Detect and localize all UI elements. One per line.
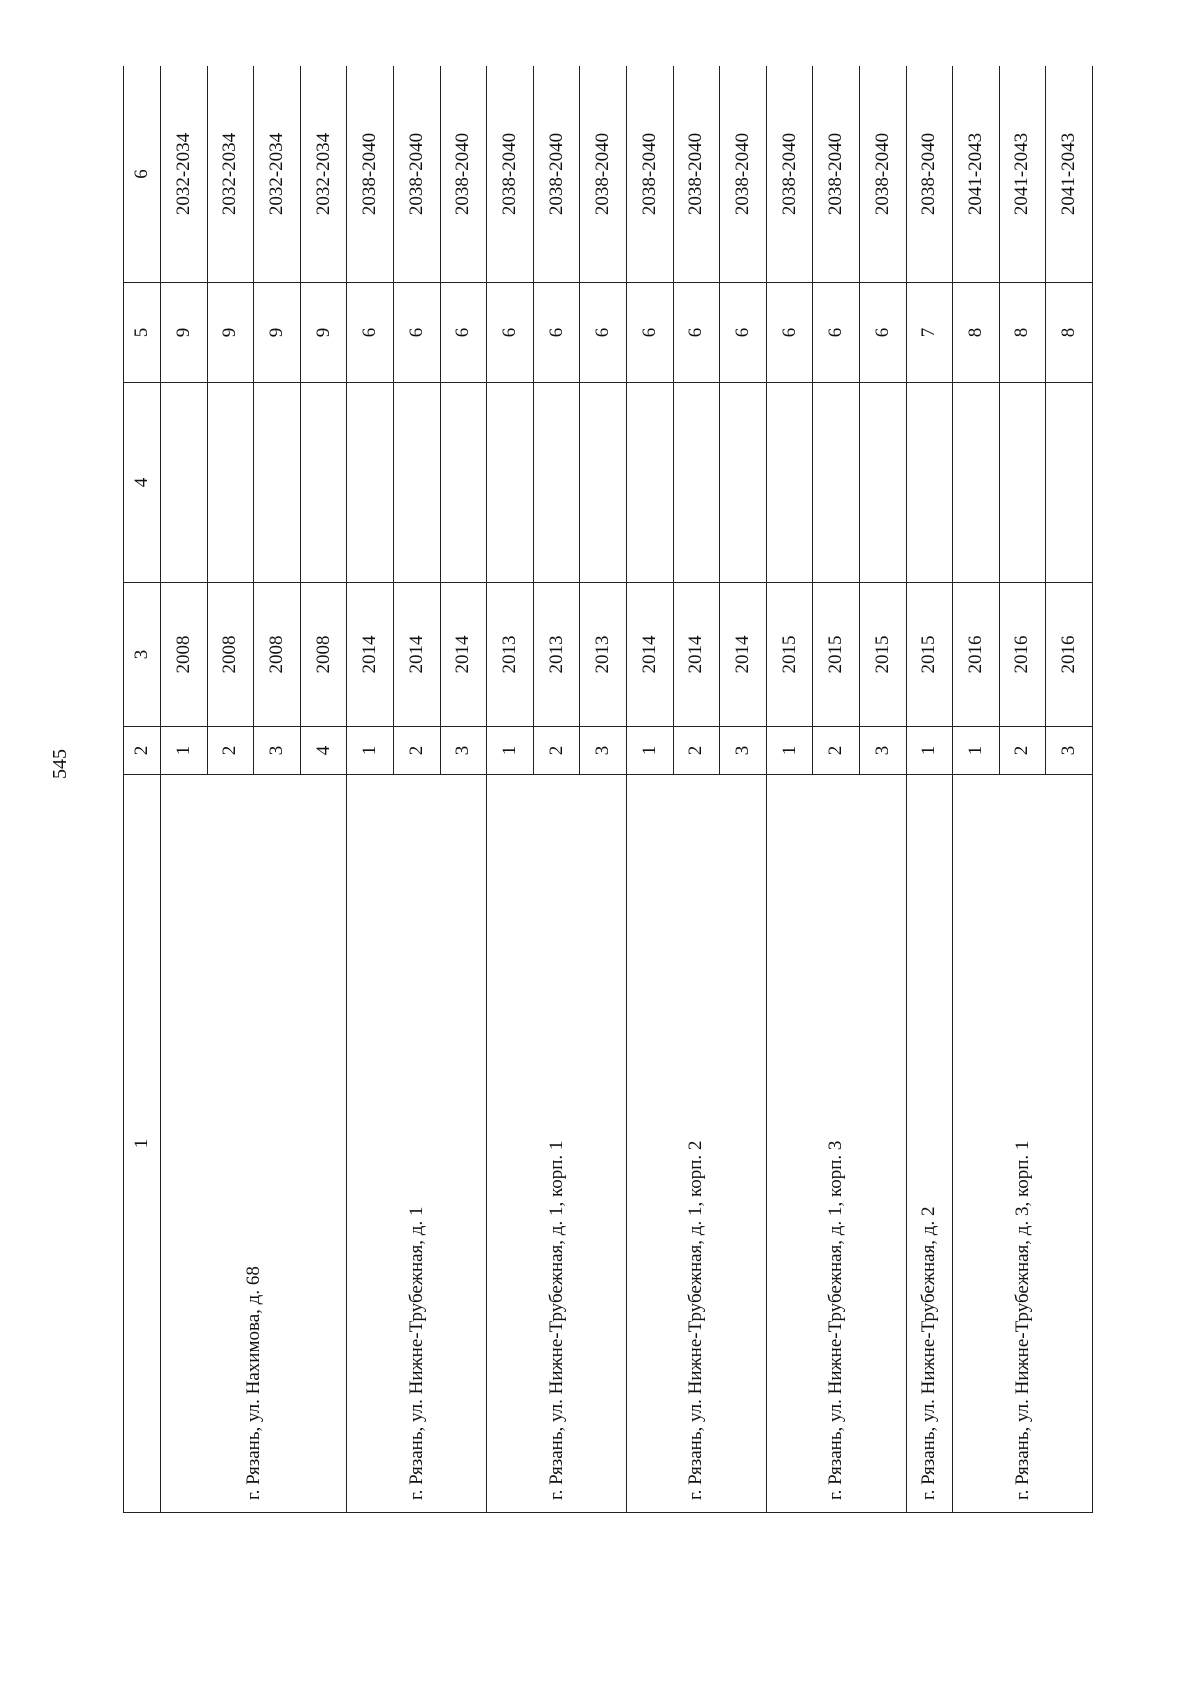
- year-cell: 2008: [254, 583, 301, 727]
- column-4-cell: [580, 383, 627, 583]
- year-cell: 2014: [720, 583, 767, 727]
- entry-number-cell: 2: [673, 727, 720, 775]
- table-body: [161, 66, 1093, 1513]
- entry-number-cell: 3: [859, 727, 906, 775]
- year-cell: 2013: [487, 583, 534, 727]
- address-cell: г. Рязань, ул. Нижне-Трубежная, д. 1, корп. 1: [487, 775, 627, 1513]
- address-cell: г. Рязань, ул. Нижне-Трубежная, д. 1: [347, 775, 487, 1513]
- column-5-cell: 6: [393, 283, 440, 383]
- column-5-cell: 6: [533, 283, 580, 383]
- address-cell: г. Рязань, ул. Нижне-Трубежная, д. 1, корп. 3: [766, 775, 906, 1513]
- entry-number-cell: 2: [813, 727, 860, 775]
- column-5-cell: 6: [766, 283, 813, 383]
- entry-number-cell: 1: [487, 727, 534, 775]
- period-cell: 2032-2034: [207, 66, 254, 283]
- column-4-cell: [626, 383, 673, 583]
- year-cell: 2014: [440, 583, 487, 727]
- column-5-cell: 8: [999, 283, 1046, 383]
- entry-number-cell: 1: [906, 727, 953, 775]
- period-cell: 2041-2043: [999, 66, 1046, 283]
- year-cell: 2008: [300, 583, 347, 727]
- header-cell: 2: [124, 727, 161, 775]
- header-cell: 5: [124, 283, 161, 383]
- entry-number-cell: 2: [393, 727, 440, 775]
- address-cell: г. Рязань, ул. Нижне-Трубежная, д. 1, корп. 2: [626, 775, 766, 1513]
- column-4-cell: [207, 383, 254, 583]
- period-cell: 2038-2040: [720, 66, 767, 283]
- entry-number-cell: 3: [1046, 727, 1093, 775]
- year-cell: 2016: [999, 583, 1046, 727]
- period-cell: 2038-2040: [626, 66, 673, 283]
- column-4-cell: [1046, 383, 1093, 583]
- table-row: [766, 66, 813, 1513]
- period-cell: 2038-2040: [487, 66, 534, 283]
- column-4-cell: [999, 383, 1046, 583]
- column-4-cell: [766, 383, 813, 583]
- year-cell: 2015: [859, 583, 906, 727]
- period-cell: 2032-2034: [254, 66, 301, 283]
- period-cell: 2038-2040: [533, 66, 580, 283]
- entry-number-cell: 4: [300, 727, 347, 775]
- column-5-cell: 9: [300, 283, 347, 383]
- year-cell: 2014: [393, 583, 440, 727]
- period-cell: 2041-2043: [953, 66, 1000, 283]
- column-5-cell: 6: [673, 283, 720, 383]
- column-5-cell: 9: [254, 283, 301, 383]
- table-row: [161, 66, 208, 1513]
- column-5-cell: 8: [953, 283, 1000, 383]
- column-4-cell: [161, 383, 208, 583]
- entry-number-cell: 3: [254, 727, 301, 775]
- entry-number-cell: 2: [999, 727, 1046, 775]
- period-cell: 2038-2040: [673, 66, 720, 283]
- year-cell: 2008: [161, 583, 208, 727]
- address-cell: г. Рязань, ул. Нижне-Трубежная, д. 3, корп. 1: [953, 775, 1093, 1513]
- year-cell: 2008: [207, 583, 254, 727]
- column-4-cell: [906, 383, 953, 583]
- column-4-cell: [393, 383, 440, 583]
- period-cell: 2038-2040: [393, 66, 440, 283]
- table-row: [906, 66, 953, 1513]
- column-4-cell: [533, 383, 580, 583]
- column-4-cell: [440, 383, 487, 583]
- year-cell: 2016: [1046, 583, 1093, 727]
- entry-number-cell: 2: [533, 727, 580, 775]
- column-4-cell: [300, 383, 347, 583]
- entry-number-cell: 2: [207, 727, 254, 775]
- entry-number-cell: 3: [440, 727, 487, 775]
- column-4-cell: [487, 383, 534, 583]
- period-cell: 2038-2040: [580, 66, 627, 283]
- table-row: [953, 66, 1000, 1513]
- column-4-cell: [859, 383, 906, 583]
- period-cell: 2032-2034: [300, 66, 347, 283]
- entry-number-cell: 1: [626, 727, 673, 775]
- year-cell: 2015: [813, 583, 860, 727]
- rotated-table-frame: [123, 66, 1093, 1513]
- column-4-cell: [254, 383, 301, 583]
- header-cell: 4: [124, 383, 161, 583]
- page-number: 545: [49, 749, 71, 779]
- period-cell: 2038-2040: [440, 66, 487, 283]
- column-5-cell: 6: [813, 283, 860, 383]
- period-cell: 2032-2034: [161, 66, 208, 283]
- year-cell: 2015: [766, 583, 813, 727]
- period-cell: 2038-2040: [906, 66, 953, 283]
- entry-number-cell: 1: [161, 727, 208, 775]
- column-4-cell: [347, 383, 394, 583]
- table-row: [487, 66, 534, 1513]
- column-5-cell: 6: [580, 283, 627, 383]
- column-5-cell: 9: [161, 283, 208, 383]
- column-5-cell: 6: [720, 283, 767, 383]
- column-5-cell: 7: [906, 283, 953, 383]
- header-cell: 1: [124, 775, 161, 1513]
- year-cell: 2014: [347, 583, 394, 727]
- period-cell: 2038-2040: [766, 66, 813, 283]
- table-row: [347, 66, 394, 1513]
- column-5-cell: 6: [626, 283, 673, 383]
- entry-number-cell: 3: [580, 727, 627, 775]
- column-4-cell: [673, 383, 720, 583]
- address-cell: г. Рязань, ул. Нижне-Трубежная, д. 2: [906, 775, 953, 1513]
- year-cell: 2014: [673, 583, 720, 727]
- period-cell: 2041-2043: [1046, 66, 1093, 283]
- header-cell: 6: [124, 66, 161, 283]
- entry-number-cell: 3: [720, 727, 767, 775]
- column-5-cell: 6: [347, 283, 394, 383]
- period-cell: 2038-2040: [813, 66, 860, 283]
- period-cell: 2038-2040: [347, 66, 394, 283]
- column-5-cell: 6: [487, 283, 534, 383]
- column-4-cell: [953, 383, 1000, 583]
- year-cell: 2013: [580, 583, 627, 727]
- column-5-cell: 8: [1046, 283, 1093, 383]
- year-cell: 2015: [906, 583, 953, 727]
- column-5-cell: 6: [859, 283, 906, 383]
- column-4-cell: [720, 383, 767, 583]
- column-5-cell: 6: [440, 283, 487, 383]
- rotated-table-content: [123, 66, 1093, 1513]
- column-5-cell: 9: [207, 283, 254, 383]
- register-table: [123, 66, 1093, 1513]
- year-cell: 2013: [533, 583, 580, 727]
- entry-number-cell: 1: [953, 727, 1000, 775]
- entry-number-cell: 1: [347, 727, 394, 775]
- column-4-cell: [813, 383, 860, 583]
- header-cell: 3: [124, 583, 161, 727]
- address-cell: г. Рязань, ул. Нахимова, д. 68: [161, 775, 347, 1513]
- year-cell: 2016: [953, 583, 1000, 727]
- period-cell: 2038-2040: [859, 66, 906, 283]
- entry-number-cell: 1: [766, 727, 813, 775]
- table-row: [626, 66, 673, 1513]
- year-cell: 2014: [626, 583, 673, 727]
- header-row: [124, 66, 161, 1513]
